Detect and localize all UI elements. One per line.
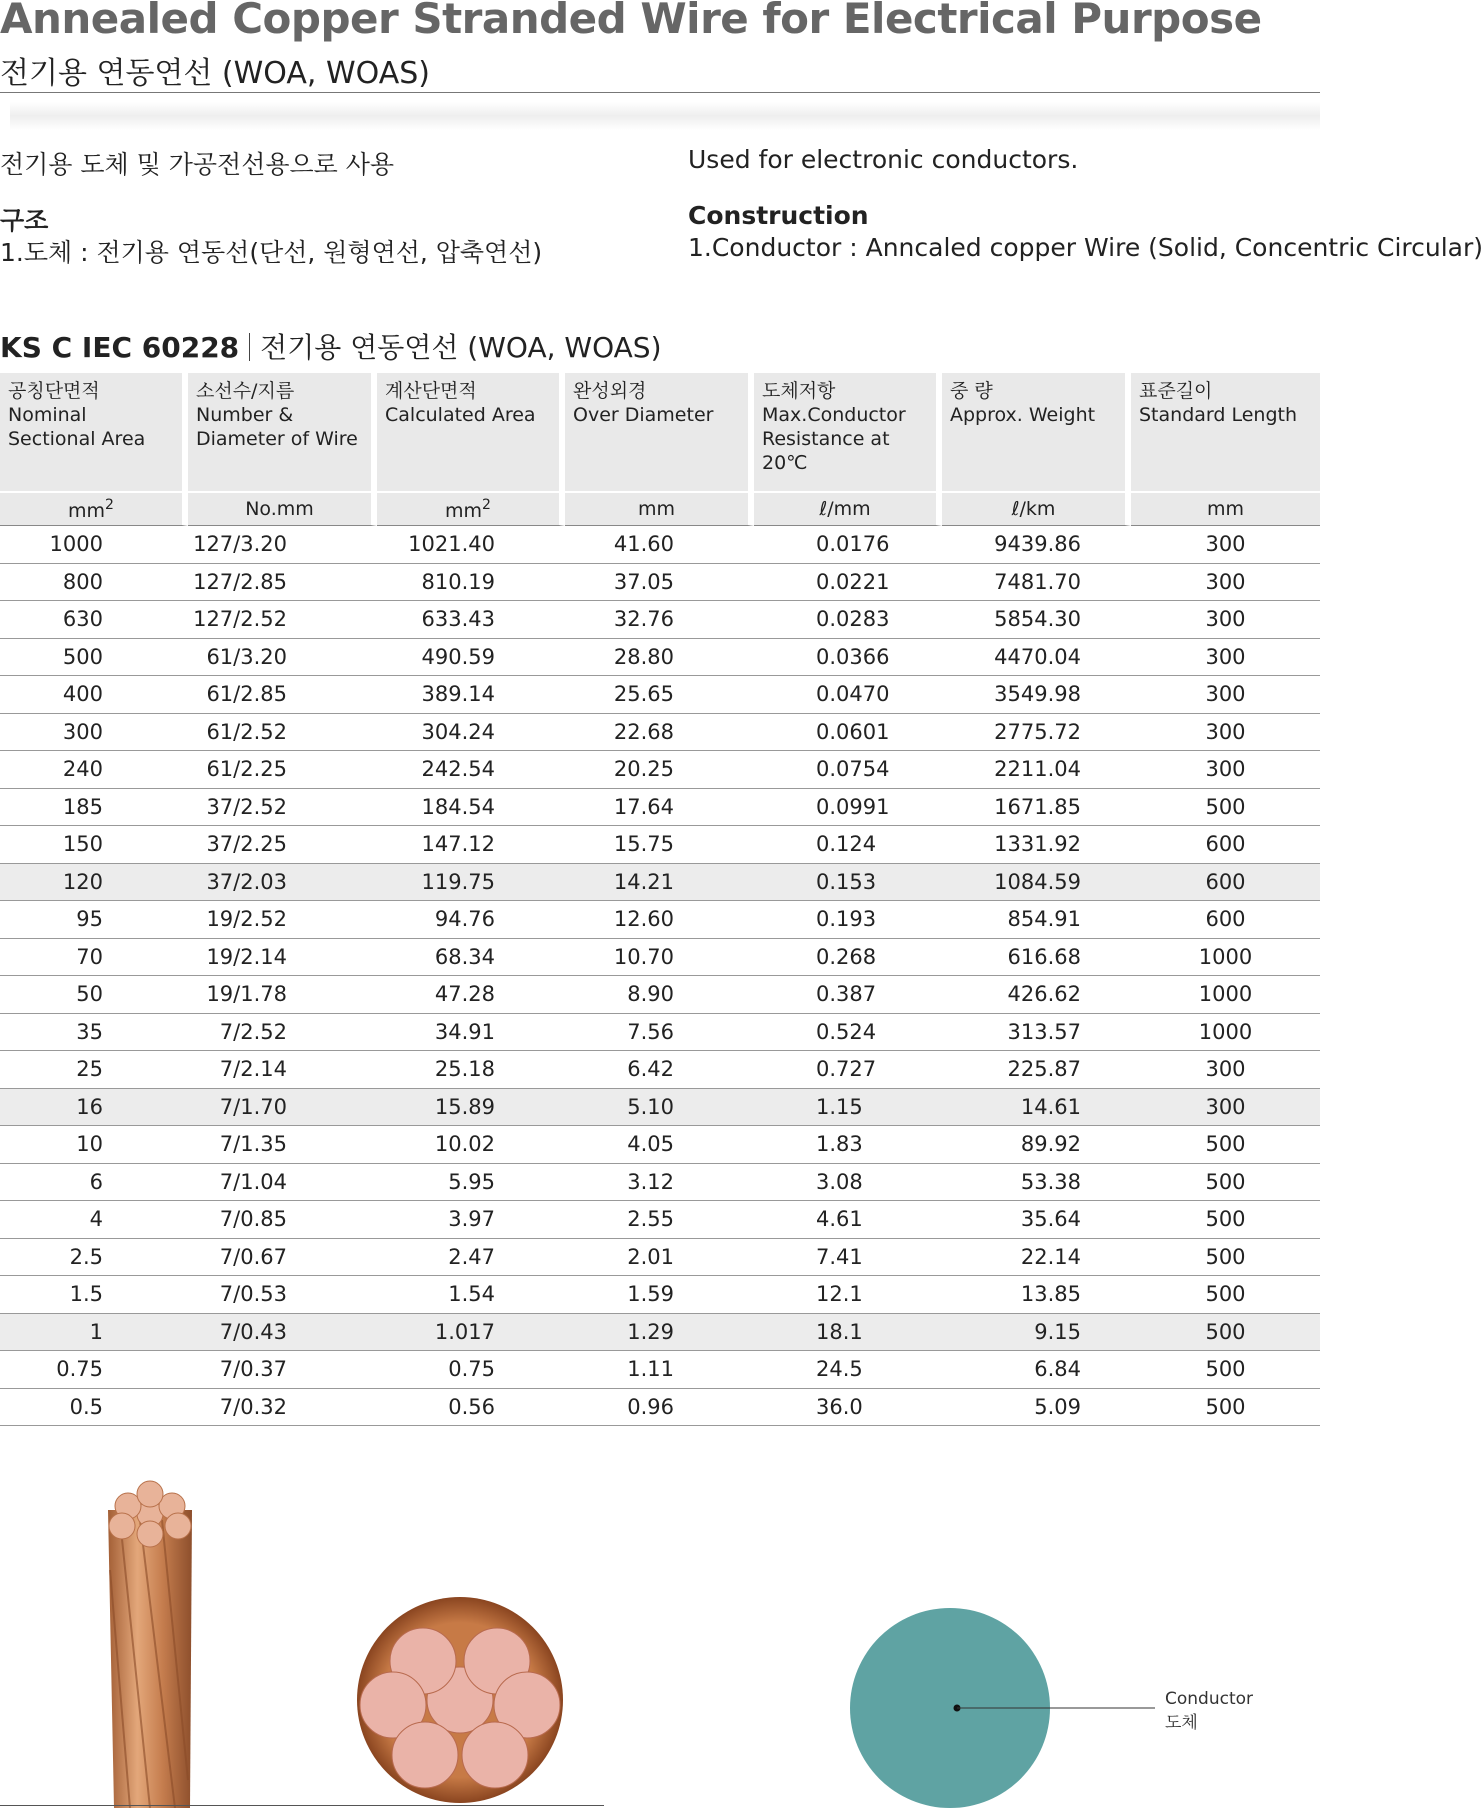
table-cell: 3.08 <box>754 1164 942 1202</box>
table-row <box>0 901 1320 939</box>
table-row <box>0 601 1320 639</box>
table-cell: 24.5 <box>754 1351 942 1389</box>
table-cell: 10 <box>0 1126 188 1164</box>
table-row <box>0 1164 1320 1202</box>
table-cell: 1.11 <box>565 1351 754 1389</box>
table-cell: 0.56 <box>377 1389 565 1427</box>
cross-section-illustration <box>355 1595 565 1805</box>
table-cell: 47.28 <box>377 976 565 1014</box>
table-cell: 300 <box>1131 639 1320 677</box>
table-cell: 7/2.52 <box>188 1014 377 1052</box>
shade-band <box>10 102 1320 130</box>
table-cell: 9.15 <box>942 1314 1131 1352</box>
col-header: 중 량 Approx. Weight <box>942 373 1131 493</box>
table-cell: 35.64 <box>942 1201 1131 1239</box>
table-row <box>0 976 1320 1014</box>
table-cell: 500 <box>1131 1314 1320 1352</box>
table-cell: 119.75 <box>377 864 565 902</box>
unit-row <box>0 493 1320 526</box>
table-cell: 0.0754 <box>754 751 942 789</box>
table-cell: 0.0366 <box>754 639 942 677</box>
table-cell: 1000 <box>1131 1014 1320 1052</box>
table-cell: 2211.04 <box>942 751 1131 789</box>
table-cell: 5854.30 <box>942 601 1131 639</box>
table-cell: 225.87 <box>942 1051 1131 1089</box>
table-cell: 8.90 <box>565 976 754 1014</box>
unit-cell: ℓ/km <box>942 493 1131 526</box>
table-row <box>0 1276 1320 1314</box>
table-row <box>0 1239 1320 1277</box>
table-cell: 4470.04 <box>942 639 1131 677</box>
table-cell: 5.09 <box>942 1389 1131 1427</box>
table-row <box>0 714 1320 752</box>
table-cell: 2.01 <box>565 1239 754 1277</box>
table-cell: 500 <box>1131 1239 1320 1277</box>
table-cell: 61/2.52 <box>188 714 377 752</box>
table-cell: 240 <box>0 751 188 789</box>
table-cell: 35 <box>0 1014 188 1052</box>
table-cell: 633.43 <box>377 601 565 639</box>
table-cell: 61/2.85 <box>188 676 377 714</box>
unit-cell: mm <box>565 493 754 526</box>
table-cell: 4.61 <box>754 1201 942 1239</box>
table-cell: 1.54 <box>377 1276 565 1314</box>
table-cell: 1000 <box>1131 939 1320 977</box>
table-cell: 94.76 <box>377 901 565 939</box>
table-cell: 14.61 <box>942 1089 1131 1127</box>
table-cell: 95 <box>0 901 188 939</box>
table-cell: 13.85 <box>942 1276 1131 1314</box>
table-cell: 50 <box>0 976 188 1014</box>
table-cell: 600 <box>1131 901 1320 939</box>
page-title: Annealed Copper Stranded Wire for Electrical Purpose <box>0 0 1262 43</box>
construction-en: 1.Conductor : Anncaled copper Wire (Solid, Concentric Circular) <box>688 233 1483 262</box>
table-cell: 300 <box>1131 714 1320 752</box>
table-cell: 3.97 <box>377 1201 565 1239</box>
table-cell: 1000 <box>0 526 188 564</box>
table-cell: 5.95 <box>377 1164 565 1202</box>
table-cell: 1.5 <box>0 1276 188 1314</box>
unit-cell: No.mm <box>188 493 377 526</box>
table-cell: 1000 <box>1131 976 1320 1014</box>
table-cell: 22.68 <box>565 714 754 752</box>
table-cell: 53.38 <box>942 1164 1131 1202</box>
table-cell: 127/2.85 <box>188 564 377 602</box>
table-row <box>0 751 1320 789</box>
table-cell: 300 <box>1131 1089 1320 1127</box>
table-cell: 426.62 <box>942 976 1131 1014</box>
table-row <box>0 1089 1320 1127</box>
table-row <box>0 1126 1320 1164</box>
table-cell: 6.42 <box>565 1051 754 1089</box>
table-cell: 61/3.20 <box>188 639 377 677</box>
table-cell: 600 <box>1131 864 1320 902</box>
table-body <box>0 526 1320 1426</box>
table-cell: 2.55 <box>565 1201 754 1239</box>
table-cell: 3549.98 <box>942 676 1131 714</box>
spec-table <box>0 373 1320 1426</box>
table-cell: 630 <box>0 601 188 639</box>
conductor-label-en: Conductor <box>1165 1689 1254 1709</box>
table-cell: 61/2.25 <box>188 751 377 789</box>
table-cell: 304.24 <box>377 714 565 752</box>
table-cell: 1 <box>0 1314 188 1352</box>
table-cell: 616.68 <box>942 939 1131 977</box>
table-cell: 147.12 <box>377 826 565 864</box>
table-cell: 400 <box>0 676 188 714</box>
table-cell: 0.153 <box>754 864 942 902</box>
table-cell: 37.05 <box>565 564 754 602</box>
table-cell: 300 <box>1131 751 1320 789</box>
table-row <box>0 1389 1320 1427</box>
table-row <box>0 864 1320 902</box>
table-cell: 490.59 <box>377 639 565 677</box>
table-row <box>0 564 1320 602</box>
table-cell: 32.76 <box>565 601 754 639</box>
table-row <box>0 1201 1320 1239</box>
unit-cell: mm <box>1131 493 1320 526</box>
table-cell: 0.387 <box>754 976 942 1014</box>
table-cell: 7/1.70 <box>188 1089 377 1127</box>
table-cell: 0.193 <box>754 901 942 939</box>
table-cell: 1021.40 <box>377 526 565 564</box>
table-cell: 184.54 <box>377 789 565 827</box>
unit-cell: $mm^2$ <box>0 493 188 526</box>
illustration-baseline <box>0 1805 604 1806</box>
table-cell: 7/2.14 <box>188 1051 377 1089</box>
table-cell: 120 <box>0 864 188 902</box>
table-cell: 1.83 <box>754 1126 942 1164</box>
table-cell: 0.0470 <box>754 676 942 714</box>
table-cell: 500 <box>1131 1389 1320 1427</box>
table-cell: 810.19 <box>377 564 565 602</box>
table-cell: 0.727 <box>754 1051 942 1089</box>
table-cell: 800 <box>0 564 188 602</box>
table-cell: 14.21 <box>565 864 754 902</box>
table-cell: 1.59 <box>565 1276 754 1314</box>
table-cell: 4.05 <box>565 1126 754 1164</box>
table-cell: 0.75 <box>377 1351 565 1389</box>
table-cell: 7/0.43 <box>188 1314 377 1352</box>
table-cell: 7.56 <box>565 1014 754 1052</box>
table-cell: 500 <box>1131 789 1320 827</box>
table-cell: 1084.59 <box>942 864 1131 902</box>
table-cell: 19/1.78 <box>188 976 377 1014</box>
table-cell: 127/3.20 <box>188 526 377 564</box>
table-cell: 500 <box>1131 1126 1320 1164</box>
table-cell: 600 <box>1131 826 1320 864</box>
table-row <box>0 1051 1320 1089</box>
table-cell: 10.02 <box>377 1126 565 1164</box>
table-cell: 500 <box>1131 1164 1320 1202</box>
table-cell: 7/1.35 <box>188 1126 377 1164</box>
standard-name: 전기용 연동연선 (WOA, WOAS) <box>260 331 662 364</box>
table-cell: 19/2.52 <box>188 901 377 939</box>
table-cell: 500 <box>0 639 188 677</box>
table-cell: 3.12 <box>565 1164 754 1202</box>
table-cell: 1.017 <box>377 1314 565 1352</box>
construction-en-heading: Construction <box>688 201 869 230</box>
table-cell: 9439.86 <box>942 526 1131 564</box>
table-cell: 4 <box>0 1201 188 1239</box>
table-row <box>0 1014 1320 1052</box>
table-cell: 18.1 <box>754 1314 942 1352</box>
table-cell: 1.15 <box>754 1089 942 1127</box>
table-cell: 25.18 <box>377 1051 565 1089</box>
standard-separator <box>249 333 250 361</box>
table-cell: 12.1 <box>754 1276 942 1314</box>
table-row <box>0 676 1320 714</box>
usage-ko: 전기용 도체 및 가공전선용으로 사용 <box>0 150 395 179</box>
table-cell: 12.60 <box>565 901 754 939</box>
table-cell: 37/2.03 <box>188 864 377 902</box>
table-cell: 300 <box>1131 1051 1320 1089</box>
col-header: 소선수/지름 Number & Diameter of Wire <box>188 373 377 493</box>
table-cell: 7/1.04 <box>188 1164 377 1202</box>
table-cell: 300 <box>0 714 188 752</box>
table-cell: 0.124 <box>754 826 942 864</box>
table-cell: 20.25 <box>565 751 754 789</box>
table-cell: 0.75 <box>0 1351 188 1389</box>
table-cell: 7/0.32 <box>188 1389 377 1427</box>
table-cell: 6 <box>0 1164 188 1202</box>
table-cell: 68.34 <box>377 939 565 977</box>
table-cell: 127/2.52 <box>188 601 377 639</box>
table-cell: 0.268 <box>754 939 942 977</box>
table-cell: 300 <box>1131 564 1320 602</box>
table-cell: 70 <box>0 939 188 977</box>
table-cell: 7/0.53 <box>188 1276 377 1314</box>
table-cell: 389.14 <box>377 676 565 714</box>
table-cell: 5.10 <box>565 1089 754 1127</box>
conductor-label-ko: 도체 <box>1165 1713 1198 1733</box>
table-cell: 2.47 <box>377 1239 565 1277</box>
col-header: 공칭단면적 Nominal Sectional Area <box>0 373 188 493</box>
table-cell: 500 <box>1131 1351 1320 1389</box>
table-row <box>0 1314 1320 1352</box>
table-cell: 10.70 <box>565 939 754 977</box>
table-cell: 300 <box>1131 601 1320 639</box>
table-cell: 17.64 <box>565 789 754 827</box>
table-cell: 0.0176 <box>754 526 942 564</box>
header-row <box>0 373 1320 493</box>
table-cell: 150 <box>0 826 188 864</box>
table-cell: 0.0221 <box>754 564 942 602</box>
table-cell: 25 <box>0 1051 188 1089</box>
table-row <box>0 826 1320 864</box>
table-cell: 34.91 <box>377 1014 565 1052</box>
table-cell: 41.60 <box>565 526 754 564</box>
col-header: 표준길이 Standard Length <box>1131 373 1320 493</box>
table-cell: 28.80 <box>565 639 754 677</box>
table-cell: 36.0 <box>754 1389 942 1427</box>
table-cell: 37/2.25 <box>188 826 377 864</box>
table-cell: 6.84 <box>942 1351 1131 1389</box>
unit-cell: ℓ/mm <box>754 493 942 526</box>
table-cell: 0.0601 <box>754 714 942 752</box>
title-divider <box>0 92 1320 93</box>
table-row <box>0 526 1320 564</box>
unit-cell: $mm^2$ <box>377 493 565 526</box>
table-cell: 0.0991 <box>754 789 942 827</box>
table-cell: 313.57 <box>942 1014 1131 1052</box>
table-cell: 15.89 <box>377 1089 565 1127</box>
col-header: 도체저항 Max.Conductor Resistance at 20℃ <box>754 373 942 493</box>
standard-heading <box>0 326 662 366</box>
table-cell: 7/0.67 <box>188 1239 377 1277</box>
standard-code: KS C IEC 60228 <box>0 331 240 364</box>
table-cell: 854.91 <box>942 901 1131 939</box>
col-header: 계산단면적 Calculated Area <box>377 373 565 493</box>
table-cell: 16 <box>0 1089 188 1127</box>
table-cell: 300 <box>1131 526 1320 564</box>
table-row <box>0 1351 1320 1389</box>
table-cell: 0.96 <box>565 1389 754 1427</box>
table-cell: 7.41 <box>754 1239 942 1277</box>
table-cell: 0.0283 <box>754 601 942 639</box>
stranded-wire-illustration <box>80 1480 220 1808</box>
table-cell: 2.5 <box>0 1239 188 1277</box>
table-cell: 185 <box>0 789 188 827</box>
table-cell: 1.29 <box>565 1314 754 1352</box>
table-cell: 7/0.37 <box>188 1351 377 1389</box>
table-cell: 2775.72 <box>942 714 1131 752</box>
table-row <box>0 939 1320 977</box>
table-cell: 89.92 <box>942 1126 1131 1164</box>
construction-ko-heading: 구조 <box>0 206 49 235</box>
table-cell: 242.54 <box>377 751 565 789</box>
table-cell: 500 <box>1131 1201 1320 1239</box>
table-cell: 22.14 <box>942 1239 1131 1277</box>
table-cell: 25.65 <box>565 676 754 714</box>
construction-ko: 1.도체 : 전기용 연동선(단선, 원형연선, 압축연선) <box>0 238 543 267</box>
table-cell: 1671.85 <box>942 789 1131 827</box>
usage-en: Used for electronic conductors. <box>688 145 1079 174</box>
table-cell: 300 <box>1131 676 1320 714</box>
table-cell: 7/0.85 <box>188 1201 377 1239</box>
table-cell: 15.75 <box>565 826 754 864</box>
table-cell: 1331.92 <box>942 826 1131 864</box>
table-cell: 0.5 <box>0 1389 188 1427</box>
table-row <box>0 789 1320 827</box>
col-header: 완성외경 Over Diameter <box>565 373 754 493</box>
table-cell: 19/2.14 <box>188 939 377 977</box>
table-cell: 37/2.52 <box>188 789 377 827</box>
table-cell: 7481.70 <box>942 564 1131 602</box>
table-cell: 0.524 <box>754 1014 942 1052</box>
table-cell: 500 <box>1131 1276 1320 1314</box>
table-row <box>0 639 1320 677</box>
page-subtitle: 전기용 연동연선 (WOA, WOAS) <box>0 56 430 91</box>
